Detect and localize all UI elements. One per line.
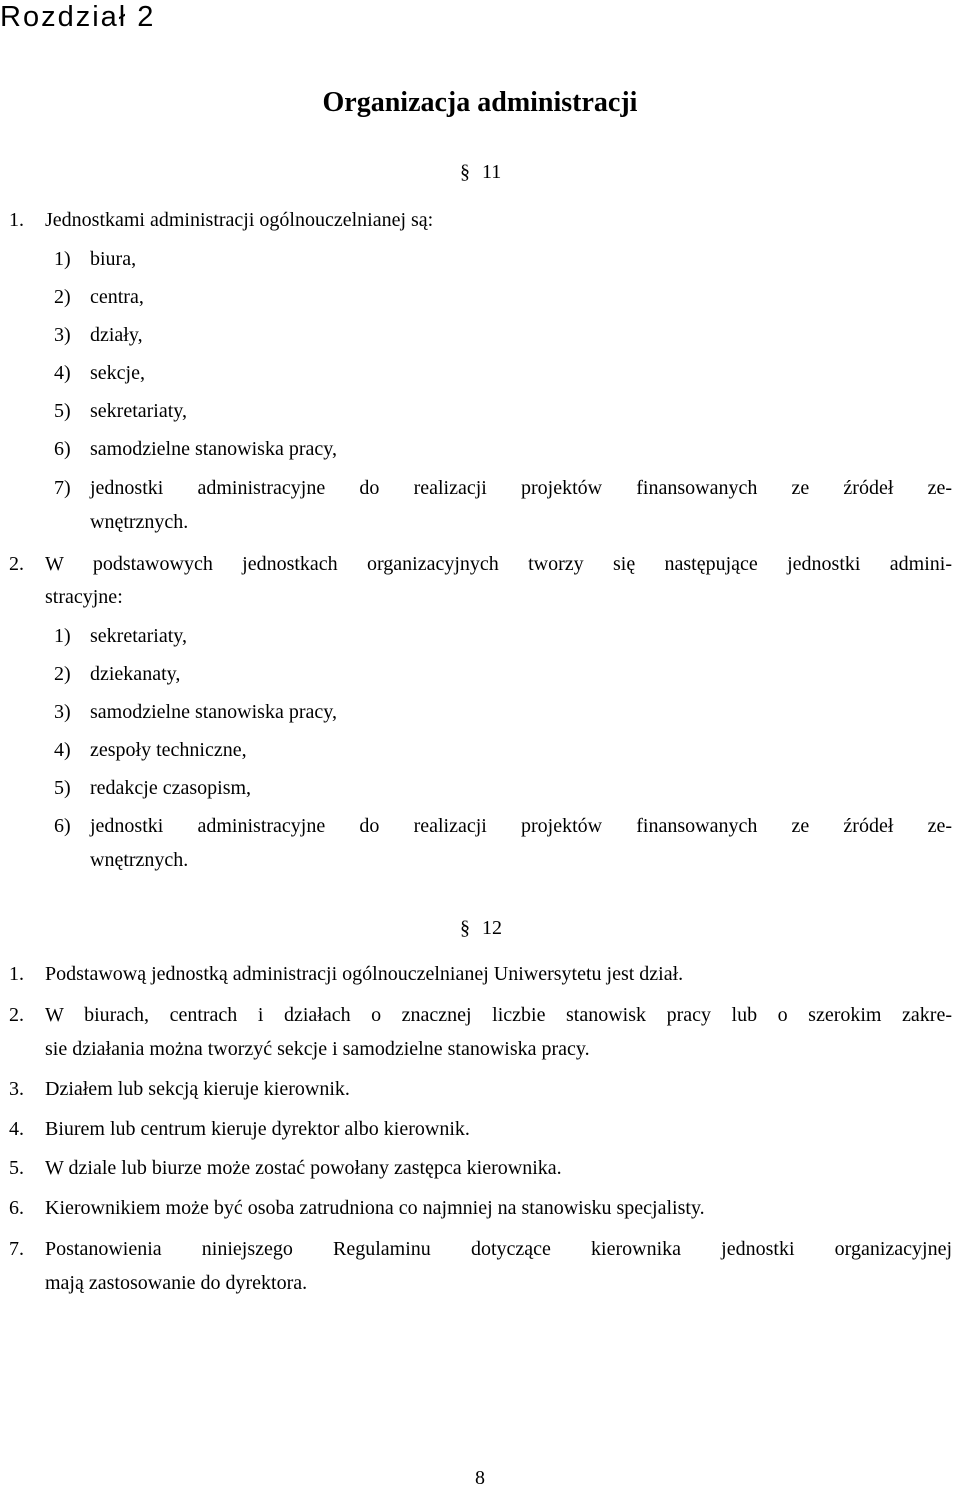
item-number: 6) (54, 815, 71, 837)
item-number: 1) (54, 625, 71, 647)
section-12-item-3 (9, 1077, 350, 1101)
list-item (54, 662, 180, 686)
item-text: samodzielne stanowiska pracy, (90, 438, 337, 460)
item-text: sekcje, (90, 362, 145, 384)
item-text: redakcje czasopism, (90, 777, 252, 799)
item-number: 4. (9, 1118, 24, 1140)
section-sign-icon: § (460, 161, 470, 183)
item-text: biura, (90, 248, 137, 270)
item-text: dziekanaty, (90, 663, 181, 685)
item-number: 5. (9, 1157, 24, 1179)
list-item (54, 700, 337, 724)
section-12-item-5 (9, 1156, 562, 1180)
section-12-item-4 (9, 1117, 470, 1141)
page-number: 8 (475, 1467, 485, 1489)
item-number: 2. (9, 1004, 24, 1026)
item-number: 6) (54, 438, 71, 460)
list-item-text-line2: wnętrznych. (90, 849, 189, 871)
item-number: 2) (54, 286, 71, 308)
list-item (54, 738, 247, 762)
item-text: Kierownikiem może być osoba zatrudniona co najmniej na stanowisku specjalisty. (45, 1197, 705, 1219)
list-item (54, 437, 337, 461)
list-item (54, 323, 143, 347)
list-item-text-line1: jednostki administracyjne do realizacji projektów finansowanych ze źródeł ze- (90, 477, 952, 499)
item-number: 2. (9, 553, 24, 575)
section-12-item-7-line1: Postanowienia niniejszego Regulaminu dotyczące kierownika jednostki organizacyjnej (45, 1238, 952, 1260)
list-item (54, 247, 136, 271)
section-11-item-1 (9, 208, 433, 232)
section-12-item-6 (9, 1196, 705, 1220)
section-11-item-2-line2: stracyjne: (45, 586, 123, 608)
item-number: 3. (9, 1078, 24, 1100)
item-number: 3) (54, 701, 71, 723)
item-text: samodzielne stanowiska pracy, (90, 701, 337, 723)
item-text: Biurem lub centrum kieruje dyrektor albo kierownik. (45, 1118, 470, 1140)
list-item-text-line2: wnętrznych. (90, 511, 189, 533)
section-12-item-7-line2: mają zastosowanie do dyrektora. (45, 1272, 308, 1294)
item-text: działy, (90, 324, 143, 346)
section-12-item-1 (9, 962, 683, 986)
item-number: 1. (9, 209, 24, 231)
item-number: 1) (54, 248, 71, 270)
section-12-item-2-line1: W biurach, centrach i działach o znacznej liczbie stanowisk pracy lub o szerokim zakre- (45, 1004, 952, 1026)
section-11-item-2-line1: W podstawowych jednostkach organizacyjnych tworzy się następujące jednostki admini- (45, 553, 952, 575)
item-number: 7. (9, 1238, 24, 1260)
list-item (54, 399, 187, 423)
list-item-text-line1: jednostki administracyjne do realizacji projektów finansowanych ze źródeł ze- (90, 815, 952, 837)
list-item (54, 285, 144, 309)
list-item (54, 361, 145, 385)
chapter-heading: Rozdział 2 (0, 1, 156, 33)
list-item (54, 814, 90, 838)
item-number: 1. (9, 963, 24, 985)
section-number: 11 (482, 161, 502, 183)
item-number: 4) (54, 362, 71, 384)
section-11-heading (460, 160, 501, 184)
item-text: Podstawową jednostką administracji ogólnouczelnianej Uniwersytetu jest dział. (45, 963, 684, 985)
list-item (54, 476, 90, 500)
section-12-heading (460, 916, 502, 940)
item-text: sekretariaty, (90, 400, 187, 422)
item-number: 7) (54, 477, 71, 499)
item-text: Działem lub sekcją kieruje kierownik. (45, 1078, 350, 1100)
page-title: Organizacja administracji (322, 87, 638, 118)
section-number: 12 (482, 917, 502, 939)
item-number: 5) (54, 777, 71, 799)
list-item (54, 776, 251, 800)
item-text: sekretariaty, (90, 625, 187, 647)
item-number: 4) (54, 739, 71, 761)
item-text: W dziale lub biurze może zostać powołany zastępca kierownika. (45, 1157, 562, 1179)
item-text: zespoły techniczne, (90, 739, 247, 761)
section-sign-icon: § (460, 917, 470, 939)
item-number: 6. (9, 1197, 24, 1219)
list-item (54, 624, 187, 648)
item-text: centra, (90, 286, 144, 308)
item-number: 3) (54, 324, 71, 346)
item-text: Jednostkami administracji ogólnouczelnianej są: (45, 209, 434, 231)
item-number: 5) (54, 400, 71, 422)
item-number: 2) (54, 663, 71, 685)
section-12-item-2-line2: sie działania można tworzyć sekcje i samodzielne stanowiska pracy. (45, 1038, 590, 1060)
